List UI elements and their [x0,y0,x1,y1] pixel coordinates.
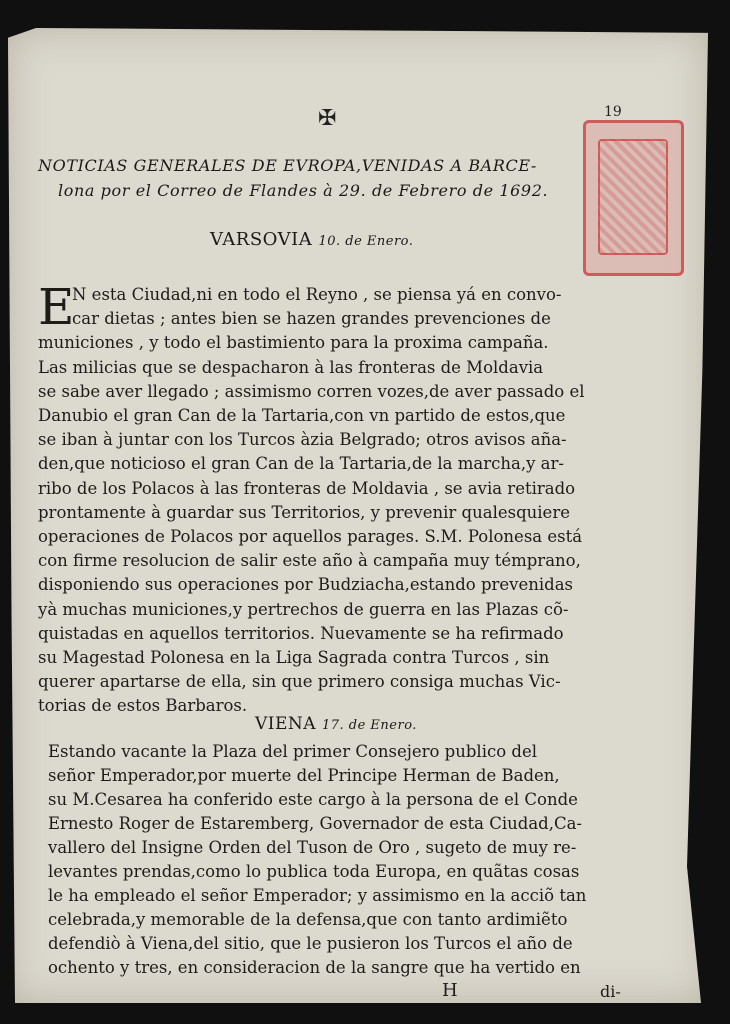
text-line: Ernesto Roger de Estaremberg, Governador de esta Ciudad,Ca- [48,814,583,833]
text-line: disponiendo sus operaciones por Budziacha,estando prevenidas [38,575,574,595]
text-line: vallero del Insigne Orden del Tuson de Oro , sugeto de muy re- [48,838,577,857]
text-line: querer apartarse de ella, sin que primero consiga muchas Vic- [38,672,561,692]
heading-place: VARSOVIA [210,229,313,250]
catchword: di- [600,982,621,1001]
heading-date: 10. de Enero. [318,234,414,249]
page-number: 19 [604,104,622,120]
text-line: ribo de los Polacos à las fronteras de Moldavia , se avia retirado [38,478,576,498]
cross-ornament: ✠ [318,106,337,131]
header-line-1: NOTICIAS GENERALES DE EVROPA,VENIDAS A BARCE- [38,156,537,175]
text-line: Estando vacante la Plaza del primer Consejero publico del [48,742,538,761]
text-line: levantes prendas,como lo publica toda Europa, en quãtas cosas [48,862,580,881]
text-line: Danubio el gran Can de la Tartaria,con vn partido de estos,que [38,406,566,426]
text-line: N esta Ciudad,ni en todo el Reyno , se piensa yá en convo- [72,285,562,304]
text-line: le ha empleado el señor Emperador; y assimismo en la acciõ tan [48,886,587,905]
text-line: defendiò à Viena,del sitio, que le pusieron los Turcos el año de [48,934,573,953]
text-line: se iban à juntar con los Turcos àzia Belgrado; otros avisos aña- [38,430,567,450]
text-line: municiones , y todo el bastimiento para la proxima campaña. [38,333,549,353]
text-line: con firme resolucion de salir este año à campaña muy témprano, [38,551,581,571]
drop-cap: E [38,278,75,336]
signature-mark: H [442,980,458,1001]
varsovia-paragraph [38,278,638,719]
text-line: se sabe aver llegado ; assimismo corren vozes,de aver passado el [38,381,585,401]
text-line: prontamente à guardar sus Territorios, y prevenir qualesquiere [38,502,570,522]
text-line: den,que noticioso el gran Can de la Tartaria,de la marcha,y ar- [38,454,564,474]
viena-paragraph [48,740,648,980]
text-line: yà muchas municiones,y pertrechos de guerra en las Plazas cõ- [38,599,569,619]
header-line-2: lona por el Correo de Flandes à 29. de Febrero de 1692. [58,181,549,200]
section-heading-viena [255,714,417,734]
text-line: ochento y tres, en consideracion de la sangre que ha vertido en [48,958,581,977]
text-line: celebrada,y memorable de la defensa,que con tanto ardimiẽto [48,910,568,929]
section-heading-varsovia [210,229,413,250]
text-line: car dietas ; antes bien se hazen grandes prevenciones de [72,309,551,329]
text-line: Las milicias que se despacharon à las fronteras de Moldavia [38,357,544,377]
page-header [38,153,638,203]
text-line: torias de estos Barbaros. [38,696,248,716]
heading-place: VIENA [255,714,317,734]
text-line: su M.Cesarea ha conferido este cargo à la persona de el Conde [48,790,578,809]
text-line: operaciones de Polacos por aquellos parages. S.M. Polonesa está [38,527,583,547]
text-line: señor Emperador,por muerte del Principe Herman de Baden, [48,766,560,785]
heading-date: 17. de Enero. [321,718,417,733]
text-line: quistadas en aquellos territorios. Nuevamente se ha refirmado [38,623,564,643]
text-line: su Magestad Polonesa en la Liga Sagrada contra Turcos , sin [38,648,550,668]
